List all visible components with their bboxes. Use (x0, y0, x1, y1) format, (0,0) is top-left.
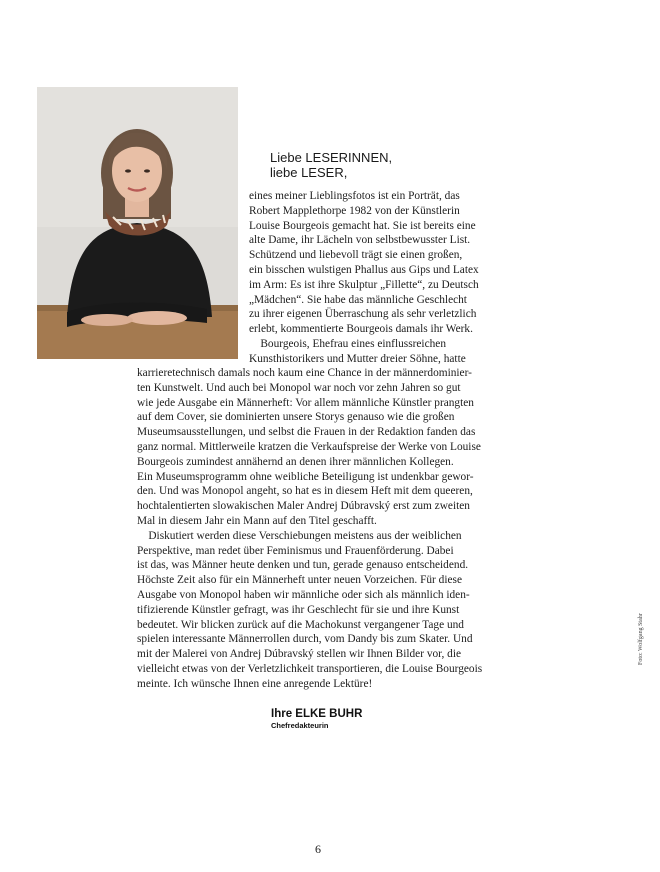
text-line: spielen interessante Männerrollen durch, vom Dandy bis zum Skater. Und (137, 633, 473, 646)
editorial-text-wide (137, 366, 482, 692)
text-line: Louise Bourgeois gemacht hat. Sie ist bereits eine (249, 219, 476, 232)
text-line: ist das, was Männer heute denken und tun, gerade genauso entscheidend. (137, 559, 469, 572)
photo-credit: Foto: Wolfgang Stahr (638, 613, 644, 665)
text-line: Höchste Zeit also für ein Männerheft unter neuen Vorzeichen. Für diese (137, 574, 462, 587)
page-number: 6 (315, 842, 321, 856)
text-line: Schützend und liebevoll trägt sie einen großen, (249, 249, 463, 262)
text-line: wie jede Ausgabe ein Männerheft: Vor allem männliche Künstler prangten (137, 396, 474, 409)
text-line: Robert Mapplethorpe 1982 von der Künstlerin (249, 204, 460, 217)
text-line: meinte. Ich wünsche Ihnen eine anregende Lektüre! (137, 677, 373, 690)
text-line: Mal in diesem Jahr ein Mann auf den Titel geschafft. (137, 514, 377, 527)
signature (271, 708, 362, 731)
text-line: mit der Malerei von Andrej Dúbravský stellen wir Ihnen Bilder vor, die (137, 648, 462, 661)
text-line: Kunsthistorikers und Mutter dreier Söhne, hatte (249, 352, 466, 365)
text-line: Ein Museumsprogramm ohne weibliche Beteiligung ist undenkbar gewor- (137, 470, 474, 483)
text-line: im Arm: Es ist ihre Skulptur „Fillette“, zu Deutsch (249, 278, 479, 291)
text-line: tifizierende Künstler gefragt, was ihr Geschlecht für sie und ihre Kunst (137, 603, 460, 616)
signature-role: Chefredakteurin (271, 721, 329, 730)
text-line: Bourgeois, Ehefrau eines einflussreichen (249, 337, 446, 350)
text-line: ein bisschen wulstigen Phallus aus Gips und Latex (249, 263, 479, 276)
text-line: „Mädchen“. Sie habe das männliche Geschlecht (249, 293, 467, 306)
text-line: hochtalentierten slowakischen Maler Andrej Dúbravský erst zum zweiten (137, 500, 470, 513)
text-line: auf dem Cover, sie dominierten unsere Storys genauso wie die großen (137, 411, 455, 424)
text-line: bedeutet. Wir blicken zurück auf die Machokunst vergangener Tage und (137, 618, 464, 631)
text-line: karrieretechnisch damals noch kaum eine Chance in der männerdominier- (137, 367, 472, 379)
greeting-line-2: liebe LESER, (270, 165, 348, 180)
text-line: ten Kunstwelt. Und auch bei Monopol war noch vor zehn Jahren so gut (137, 381, 461, 394)
text-line: Diskutiert werden diese Verschiebungen meistens aus der weiblichen (137, 529, 462, 542)
text-line: alte Dame, ihr Lächeln von selbstbewusster List. (249, 234, 471, 247)
signature-name: Ihre ELKE BUHR (271, 708, 363, 720)
text-line: vielleicht etwas von der Verletzlichkeit transportieren, die Louise Bourgeois (137, 662, 483, 675)
text-line: Museumsausstellungen, und selbst die Frauen in der Redaktion fanden das (137, 426, 476, 439)
text-line: Bourgeois zumindest annähernd an denen ihrer männlichen Kollegen. (137, 455, 454, 468)
text-line: erlebt, kommentierte Bourgeois damals ihr Werk. (249, 323, 473, 336)
text-line: ganz normal. Mittlerweile kratzen die Verkaufspreise der Werke von Louise (137, 440, 481, 453)
author-portrait (37, 87, 238, 359)
text-line: Perspektive, man redet über Feminismus und Frauenförderung. Dabei (137, 544, 454, 557)
text-line: zu ihrer eigenen Überraschung als sehr verletzlich (249, 308, 477, 321)
text-line: eines meiner Lieblingsfotos ist ein Porträt, das (249, 190, 460, 202)
greeting-heading (270, 150, 392, 180)
text-line: den. Und was Monopol angeht, so hat es in diesem Heft mit dem queeren, (137, 485, 473, 498)
text-line: Ausgabe von Monopol haben wir männliche oder sich als männlich iden- (137, 588, 470, 601)
editorial-text-narrow (249, 189, 479, 367)
greeting-line-1: Liebe LESERINNEN, (270, 150, 393, 165)
